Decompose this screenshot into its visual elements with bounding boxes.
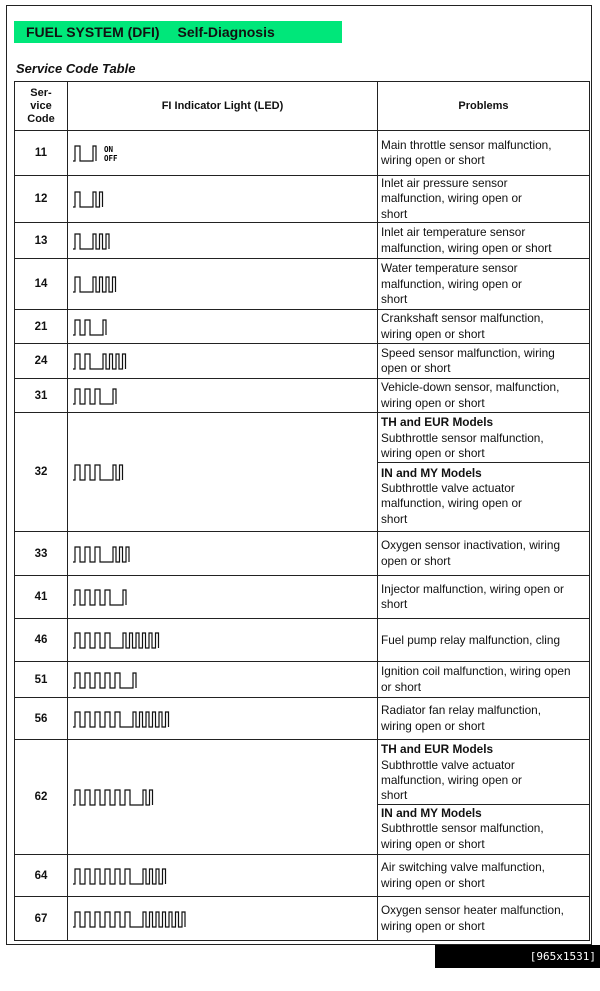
problem-description [378,259,590,310]
problem-line: short [381,206,408,221]
led-waveform [73,712,169,727]
led-pattern [68,897,378,941]
problem-line: Ignition coil malfunction, wiring open [381,664,571,679]
table-body [15,131,590,941]
led-pattern-diagram [73,349,293,373]
service-code: 14 [15,259,68,310]
service-code: 62 [15,740,68,855]
problem-description [378,223,590,259]
problem-description [378,576,590,619]
led-pattern-diagram [73,785,293,809]
problem-line: Inlet air temperature sensor [381,225,526,240]
service-code: 21 [15,310,68,344]
led-pattern [68,259,378,310]
model-problem [378,415,589,463]
table-row [15,131,590,176]
led-pattern-diagram [73,384,293,408]
problem-line: Main throttle sensor malfunction, [381,137,552,152]
table-row [15,855,590,897]
led-pattern [68,310,378,344]
model-split [378,742,589,853]
table-row [15,344,590,379]
problem-line: wiring open or short [381,836,485,851]
service-code: 11 [15,131,68,176]
header-section: Self-Diagnosis [177,24,275,40]
led-pattern [68,662,378,698]
problem-line: wiring open or short [381,446,485,461]
problem-line: Oxygen sensor inactivation, wiring [381,538,561,553]
problem-description [378,413,590,532]
service-code-table [14,81,590,941]
table-title: Service Code Table [16,61,136,76]
service-code: 31 [15,379,68,413]
led-pattern [68,619,378,662]
problem-description [378,698,590,740]
header-system: FUEL SYSTEM (DFI) [26,24,160,40]
problem-line: open or short [381,553,451,568]
led-waveform [73,320,106,335]
model-row [378,415,589,463]
table-row [15,223,590,259]
led-waveform [73,590,126,605]
section-header [14,21,342,43]
led-pattern-diagram [73,585,293,609]
problem-line: Water temperature sensor [381,261,518,276]
column-header-led: FI Indicator Light (LED) [68,82,378,131]
problem-line: short [381,788,408,803]
image-size-footer: [965x1531] https://upic.me/ [435,945,600,968]
problem-line: short [381,597,408,612]
problem-line: wiring open or short [381,153,485,167]
problem-line: malfunction, wiring open or [381,772,522,787]
problem-description [378,176,590,223]
model-row [378,463,589,530]
problem-line: open or short [381,361,451,376]
led-pattern-diagram [73,707,293,731]
problem-description [378,310,590,344]
led-pattern [68,698,378,740]
column-header-code: Ser- vice Code [15,82,68,131]
led-pattern-diagram [73,315,293,339]
service-code: 46 [15,619,68,662]
problem-description [378,897,590,941]
problem-line: wiring open or short [381,326,485,341]
service-code: 64 [15,855,68,897]
led-waveform [73,234,109,249]
service-code: 24 [15,344,68,379]
led-pattern [68,413,378,532]
problem-line: Subthrottle sensor malfunction, [381,430,544,445]
problem-line: Air switching valve malfunction, [381,860,545,875]
table-row [15,176,590,223]
service-code: 33 [15,532,68,576]
table-row [15,897,590,941]
problem-description [378,131,590,176]
problem-description [378,855,590,897]
table-row [15,698,590,740]
problem-line: wiring open or short [381,875,485,890]
service-code: 32 [15,413,68,532]
led-waveform [73,869,166,884]
problem-description [378,740,590,855]
table-row [15,259,590,310]
problem-line: short [381,511,408,526]
led-pattern [68,223,378,259]
problem-line: Crankshaft sensor malfunction, [381,311,544,326]
led-pattern-diagram [73,141,293,165]
problem-description [378,379,590,413]
table-row [15,310,590,344]
problem-line: malfunction, wiring open or [381,191,522,206]
table-row [15,532,590,576]
table-row [15,662,590,698]
problem-description [378,532,590,576]
table-row [15,379,590,413]
problem-line: Subthrottle valve actuator [381,481,515,496]
problem-line: Injector malfunction, wiring open or [381,581,564,596]
led-pattern [68,176,378,223]
led-pattern-diagram [73,907,293,931]
model-heading: TH and EUR Models [381,742,494,757]
table-row [15,413,590,532]
model-row [378,742,589,805]
problem-line: Radiator fan relay malfunction, [381,703,541,718]
led-waveform [73,465,123,480]
led-pattern-diagram [73,542,293,566]
led-pattern [68,131,378,176]
table-row [15,576,590,619]
table-header-row [15,82,590,131]
led-waveform [73,354,126,369]
problem-line: Inlet air pressure sensor [381,176,508,190]
led-pattern [68,379,378,413]
problem-description [378,619,590,662]
problem-line: malfunction, wiring open or [381,276,522,291]
led-waveform [73,547,129,562]
table-row [15,740,590,855]
table-row [15,619,590,662]
problem-line: Vehicle-down sensor, malfunction, [381,380,560,395]
problem-line: wiring open or short [381,918,485,933]
model-heading: IN and MY Models [381,465,482,480]
led-pattern-diagram [73,187,293,211]
problem-line: wiring open or short [381,395,485,410]
model-problem [378,742,589,805]
model-heading: IN and MY Models [381,805,482,820]
problem-description [378,662,590,698]
led-pattern [68,532,378,576]
led-waveform [73,633,159,648]
problem-line: short [381,291,408,306]
legend-on: ON [104,145,114,154]
problem-line: malfunction, wiring open or short [381,240,552,255]
model-split [378,415,589,530]
led-pattern-diagram [73,668,293,692]
led-pattern-diagram [73,628,293,652]
model-heading: TH and EUR Models [381,415,494,430]
led-waveform [73,912,185,927]
led-pattern-diagram [73,864,293,888]
led-waveform [73,389,116,404]
problem-line: or short [381,679,421,694]
model-problem [378,463,589,530]
service-code: 67 [15,897,68,941]
problem-description [378,344,590,379]
problem-line: Speed sensor malfunction, wiring [381,345,555,360]
model-problem [378,805,589,853]
led-pattern [68,855,378,897]
led-pattern [68,740,378,855]
led-pattern [68,344,378,379]
problem-line: wiring open or short [381,718,485,733]
problem-line: Subthrottle valve actuator [381,757,515,772]
column-header-problems: Problems [378,82,590,131]
problem-line: Oxygen sensor heater malfunction, [381,903,564,918]
led-pattern-diagram [73,272,293,296]
problem-line: Subthrottle sensor malfunction, [381,821,544,836]
model-row [378,805,589,853]
led-pattern-diagram [73,460,293,484]
problem-line: Fuel pump relay malfunction, cling [381,632,561,647]
service-code: 56 [15,698,68,740]
led-waveform [73,277,116,292]
led-waveform [73,790,153,805]
service-code: 41 [15,576,68,619]
led-waveform [73,146,96,161]
service-code: 13 [15,223,68,259]
led-pattern-diagram [73,229,293,253]
service-code: 51 [15,662,68,698]
led-pattern [68,576,378,619]
legend-off: OFF [104,154,118,163]
service-code: 12 [15,176,68,223]
led-waveform [73,192,103,207]
led-waveform [73,673,136,688]
problem-line: malfunction, wiring open or [381,496,522,511]
